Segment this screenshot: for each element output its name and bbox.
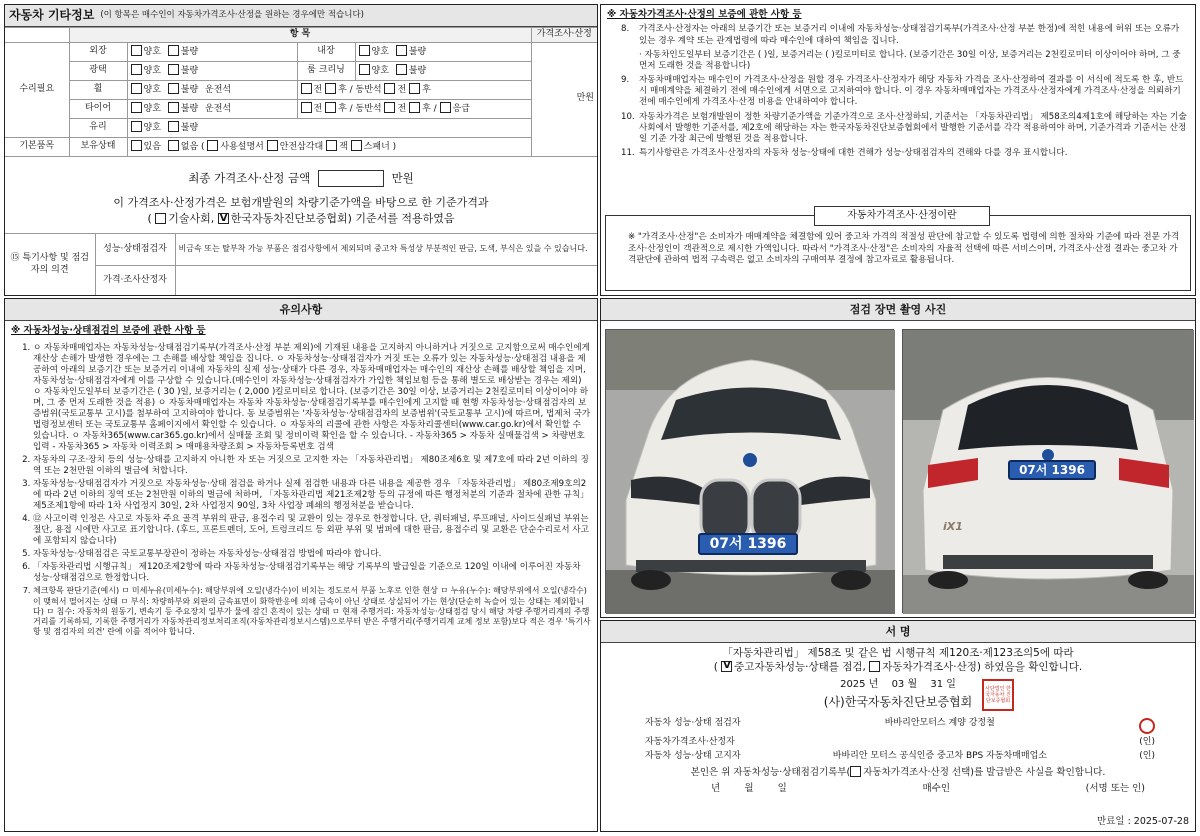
front-label: 전 — [397, 103, 407, 114]
price-guarantee-title: ※ 자동차가격조사·산정의 보증에 관한 사항 등 — [607, 9, 802, 20]
final-price-label: 최종 가격조사·산정 금액 — [188, 171, 311, 185]
notice-item: 2. 자동차의 구조·장치 등의 성능·상태를 고지하지 아니한 자 또는 거짓으로 고지한 자는 「자동차관리법」 제80조제6호 및 제7호에 따라 2년 이하의 징역 또는 2천만원 이하의 벌금에 처합니다. — [33, 455, 591, 477]
pg-item-text: 가격조사·산정자는 아래의 보증기간 또는 보증거리 이내에 자동차성능·상태점검기록부(가격조사·산정 부분 한정)에 적힌 내용에 허위 또는 오류가 있는 경우 계약 또는 관계법령에 따라 매수인에 대하여 책임을 집니다. — [639, 24, 1180, 46]
notice-item: 4. ⑫ 사고이력 인정은 사고로 자동차 주요 골격 부위의 판금, 용접수리 및 교환이 있는 경우로 한정합니다. 단, 쿼터패널, 루프패널, 사이드실패널 부위는 절단, 용접 시에만 사고로 표기합니다. (후드, 프론트펜더, 도어, 트렁크리드 등 외판 부위 및 범퍼에 대한 판금, 용접수리 및 교환은 단순수리로서 사고에 포함되지 않습니다) — [33, 514, 591, 547]
bad-label: 불량 — [180, 84, 199, 95]
appraiser-opinion — [175, 266, 597, 296]
pg-item — [621, 24, 1189, 46]
notices-panel — [4, 298, 598, 832]
driver-label: 운전석 — [205, 84, 232, 95]
rear-license-plate: 07서 1396 — [1008, 460, 1096, 480]
pg-item-text: 자동차매매업자는 매수인이 가격조사·산정을 원할 경우 가격조사·산정자가 해당 자동차 가격을 조사·산정하여 결과를 이 서식에 적도록 한 후, 반드시 매매계약을 체결하기 전에 매수인에게 서면으로 고지하여야 합니다. 이 경우 자동차매매업자는 가격조사·산정자에게 가격조사·산정을 의뢰하기 전에 매수인에게 가격조사·산정 비용을 안내하여야 합니다. — [639, 75, 1184, 108]
wheel-good-checkbox[interactable] — [131, 83, 142, 94]
price-definition-title: 자동차가격조사·산정이란 — [814, 206, 990, 226]
pg-item — [621, 148, 1189, 159]
pg-item-num: 11. — [621, 148, 635, 159]
sign-inspector-label: 자동차 성능·상태 점검자 — [645, 717, 741, 728]
has-label: 있음 — [143, 141, 161, 152]
rear-model-badge: iX1 — [943, 520, 963, 533]
notice-item: 5. 자동차성능·상태점검은 국토교통부장관이 정하는 자동차성능·상태점검 방법에 따라야 합니다. — [33, 549, 591, 560]
good-label: 양호 — [371, 65, 389, 76]
basis-line-1: 이 가격조사·산정가격은 보험개발원의 차량기준가액을 바탕으로 한 기준가격과 — [113, 196, 489, 209]
tire-passenger-front-checkbox[interactable] — [384, 102, 395, 113]
signature-option-b: 자동차가격조사·산정) 하였음을 확인합니다. — [882, 661, 1083, 673]
triangle-checkbox[interactable] — [267, 140, 278, 151]
signature-option-a: 중고자동차성능·상태를 점검, — [734, 661, 866, 673]
signature-legal-line: 「자동차관리법」 제58조 및 같은 법 시행규칙 제120조·제123조의5에 따라 — [722, 647, 1074, 659]
bad-label: 불량 — [180, 122, 199, 133]
pg-item — [621, 112, 1189, 146]
rear-passenger-label: 후 / 동반석 — [338, 84, 382, 95]
wheel-bad-checkbox[interactable] — [168, 83, 179, 94]
bad-label: 불량 — [180, 103, 199, 114]
spanner-checkbox[interactable] — [351, 140, 362, 151]
gloss-bad-checkbox[interactable] — [168, 64, 179, 75]
has-checkbox[interactable] — [131, 140, 142, 151]
bad-label: 불량 — [408, 65, 427, 76]
front-license-plate: 07서 1396 — [698, 533, 798, 555]
jack-checkbox[interactable] — [326, 140, 337, 151]
tire-label: 타이어 — [69, 99, 127, 118]
org-seal-text: 사단법인 한국자동차 진단보증협회 — [985, 686, 1011, 704]
bad-label: 불량 — [180, 65, 199, 76]
tech-society-checkbox[interactable] — [155, 213, 166, 224]
wheel-rear-checkbox[interactable] — [325, 83, 336, 94]
appraiser-label: 가격·조사산정자 — [95, 266, 175, 296]
none-checkbox[interactable] — [168, 140, 179, 151]
exterior-label: 외장 — [69, 42, 127, 61]
other-info-panel: 자동차 기타정보 (이 항목은 매수인이 자동차가격조사·산정을 원하는 경우에만 적습니다) 항 목 가격조사·산정 수리필요 외장 양호 불량 내장 양호 불량 만원 광택 양호 불량 룸 크리닝 양호 불량 휠 양호 불량 운전석 전 후 / 동반석 전 후 타이어 양호 불량 운전석 전 후 / 동반석 전 후 / 응급 유리 양호 불량 기본품목 보유상태 있음 없음 ( 사용설명서 안전삼각대 잭 스패너 ) 최종 가격조사·산정 금액 만원 이 가격조사·산정가격은 보험개발원의 차량기준가액을 바탕으로 한 기준가격과 ( 기술사회, V 한국자동차진단보증협회) 기준서를 적용하였음 ⑮ 특기사항 및 점검자의 의견 성능·상태점검자 비금속 또는 탈부착 가능 부품은 점검사항에서 제외되며 중고차 특성상 부분적인 판금, 도색, 부식은 있을 수 있습니다. 가격·조사산정자 — [4, 4, 598, 296]
pg-item-text: 자동차가격은 보험개발원이 정한 차량기준가액을 기준가격으로 조사·산정하되, 기준서는 「자동차관리법」 제58조의4제1호에 해당하는 자는 기술사회에서 발행한 기준서를, 제2호에 해당하는 자는 한국자동차진단보증협회에서 발행한 기준서를 각각 적용하여야 하며, 기준가격과 기준서는 산정일 기준 가장 최근에 발행된 것을 적용합니다. — [639, 111, 1187, 144]
confirm-appraisal-checkbox[interactable] — [850, 766, 861, 777]
wheel-front-checkbox[interactable] — [301, 83, 312, 94]
good-label: 양호 — [143, 84, 161, 95]
tire-rear-checkbox[interactable] — [325, 102, 336, 113]
org-seal — [982, 679, 1014, 711]
signature-title: 서 명 — [601, 621, 1195, 643]
sign-inspector-name: 바바리안모터스 계양 강정철 — [884, 717, 995, 728]
pg-item-text: · 자동차인도일부터 보증기간은 ( )일, 보증거리는 ( )킬로미터로 합니다. (보증기간은 30일 이상, 보증거리는 2천킬로미터 이상이어야 하며, 그 중 먼저 도래한 것을 적용합니다) — [639, 49, 1181, 71]
front-label: 전 — [313, 103, 323, 114]
sign-day: 31 일 — [930, 679, 956, 690]
pg-item — [621, 75, 1189, 109]
front-car-photo — [605, 329, 894, 613]
tire-passenger-rear-checkbox[interactable] — [409, 102, 420, 113]
sign-month: 03 월 — [891, 679, 918, 690]
price-guarantee-panel — [600, 4, 1196, 296]
sign-notifier-name: 바바리안 모터스 공식인증 중고차 BPS 자동차매매업소 — [832, 751, 1047, 762]
col-price-header: 가격조사·산정 — [531, 28, 597, 43]
notices-title: 유의사항 — [5, 299, 597, 321]
pg-item-num: 9. — [621, 75, 630, 86]
inspection-checkbox[interactable] — [721, 661, 732, 672]
pg-item — [621, 50, 1189, 72]
price-definition-text: ※ "가격조사·산정"은 소비자가 매매계약을 체결함에 있어 중고차 가격의 적절성 판단에 참고할 수 있도록 법령에 의한 절차와 기준에 따라 전문 가격조사·산정인이 객관적으로 제시한 가액입니다. 따라서 "가격조사·산정"은 소비자의 자율적 선택에 따른 서비스이며, 가격조사·산정 결과는 중고차 가격판단에 관하여 법적 구속력은 없고 소비자의 구매여부 결정에 참고자료로 활용됩니다. — [628, 232, 1180, 266]
front-label: 전 — [313, 84, 323, 95]
notifier-seal-mark: (인) — [1139, 751, 1155, 762]
buyer-date-blank: 년 월 일 — [711, 783, 787, 795]
glass-bad-checkbox[interactable] — [168, 121, 179, 132]
good-label: 양호 — [143, 65, 161, 76]
glass-label: 유리 — [69, 118, 127, 137]
final-price-input[interactable] — [318, 170, 384, 187]
good-label: 양호 — [371, 46, 389, 57]
notice-item: 6. 「자동차관리법 시행규칙」 제120조제2항에 따라 자동차성능·상태점검기록부는 해당 기록부의 발급일을 기준으로 120일 이내에 이루어진 자동차 성능·상태점검으로 한정합니다. — [33, 562, 591, 584]
basis-option-b: 한국자동차진단보증협회) 기준서를 적용하였음 — [230, 212, 455, 225]
interior-label: 내장 — [297, 42, 355, 61]
triangle-label: 안전삼각대 — [279, 141, 324, 152]
wheel-passenger-front-checkbox[interactable] — [384, 83, 395, 94]
final-price-unit: 만원 — [391, 171, 414, 185]
good-label: 양호 — [143, 103, 161, 114]
good-label: 양호 — [143, 122, 161, 133]
wheel-passenger-rear-checkbox[interactable] — [409, 83, 420, 94]
repair-label: 수리필요 — [5, 42, 69, 137]
gloss-good-checkbox[interactable] — [131, 64, 142, 75]
front-car-illustration — [606, 330, 895, 614]
interior-good-checkbox[interactable] — [359, 45, 370, 56]
photos-panel — [600, 298, 1196, 618]
pg-item-num: 8. — [621, 24, 630, 35]
room-clean-good-checkbox[interactable] — [359, 64, 370, 75]
pg-item-text: 특기사항란은 가격조사·산정자의 자동차 성능·상태에 대한 견해가 성능·상태점검자의 견해와 다를 경우 표시합니다. — [639, 148, 1068, 159]
room-clean-bad-checkbox[interactable] — [396, 64, 407, 75]
notice-item: 3. 자동차성능·상태점검자가 거짓으로 자동차성능·상태 점검을 하거나 실제 점검한 내용과 다른 내용을 제공한 경우 「자동차관리법」 제80조제9호의2에 따라 2년 이하의 징역 또는 2천만원 이하의 벌금에 처하며, 「자동차관리법 제21조제2항 등의 규정에 따른 행정처분의 기준과 절차에 관한 규칙」 제5조제1항에 따라 1차 사업정지 30일, 2차 사업정지 90일, 3차 사업장 폐쇄의 행정처분을 받습니다. — [33, 479, 591, 512]
signature-org: (사)한국자동차진단보증협회 — [823, 695, 973, 709]
col-item-header: 항 목 — [69, 28, 531, 43]
jack-label: 잭 — [339, 141, 348, 152]
notices-subtitle: ※ 자동차성능·상태점검의 보증에 관한 사항 등 — [11, 325, 206, 336]
spanner-label: 스패너 — [363, 141, 390, 152]
bad-label: 불량 — [408, 46, 427, 57]
pg-item-num: 10. — [621, 111, 635, 122]
buyer-sign: (서명 또는 인) — [1085, 783, 1145, 795]
driver-label: 운전석 — [205, 103, 232, 114]
tire-emergency-checkbox[interactable] — [440, 102, 451, 113]
rear-car-photo — [902, 329, 1193, 613]
interior-bad-checkbox[interactable] — [396, 45, 407, 56]
sign-notifier-label: 자동차 성능·상태 고지자 — [645, 751, 741, 762]
price-definition-box — [605, 210, 1191, 291]
signature-panel: 서 명 「자동차관리법」 제58조 및 같은 법 시행규칙 제120조·제123조의5에 따라 ( V중고자동차성능·상태를 점검, 자동차가격조사·산정) 하였음을 확인합니다. 2025 년 03 월 31 일 (사)한국자동차진단보증협회 사단법인 한국자동차 진단보증협회 자동차 성능·상태 점검자 바바리안모터스 계양 강정철 자동차가격조사·산정자 (인) 자동차 성능·상태 고지자 바바리안 모터스 공식인증 중고차 BPS 자동차매매업소 (인) 본인은 위 자동차성능·상태점검기록부( 자동차가격조사·산정 선택)를 발급받은 사실을 확인합니다. 년 월 일 매수인 (서명 또는 인) 만료일 : 2025-07-28 — [600, 620, 1196, 832]
glass-good-checkbox[interactable] — [131, 121, 142, 132]
tire-bad-checkbox[interactable] — [168, 102, 179, 113]
exterior-bad-checkbox[interactable] — [168, 45, 179, 56]
manual-checkbox[interactable] — [207, 140, 218, 151]
other-info-note: (이 항목은 매수인이 자동차가격조사·산정을 원하는 경우에만 적습니다) — [100, 9, 364, 20]
other-info-title: 자동차 기타정보 — [9, 7, 95, 22]
tire-good-checkbox[interactable] — [131, 102, 142, 113]
expiry-date: 만료일 : 2025-07-28 — [1097, 815, 1189, 827]
front-label: 전 — [397, 84, 407, 95]
price-unit: 만원 — [531, 42, 597, 156]
confirm-text-a: 본인은 위 자동차성능·상태점검기록부( — [690, 766, 851, 778]
wheel-label: 휠 — [69, 80, 127, 99]
good-label: 양호 — [143, 46, 161, 57]
sign-year: 2025 년 — [840, 679, 879, 690]
inspector-label: 성능·상태점검자 — [95, 234, 175, 266]
sign-appraiser-label: 자동차가격조사·산정자 — [645, 736, 735, 747]
appraiser-seal-mark: (인) — [1139, 736, 1155, 747]
rear-passenger-label: 후 / 동반석 — [338, 103, 382, 114]
manual-label: 사용설명서 — [220, 141, 264, 152]
none-label: 없음 — [180, 141, 199, 152]
possession-label: 보유상태 — [69, 137, 127, 156]
gloss-label: 광택 — [69, 61, 127, 80]
notice-item: 1. ㅇ 자동차매매업자는 자동차성능·상태점검기록부(가격조사·산정 부분 제외)에 기재된 내용을 고지하지 아니하거나 거짓으로 고지함으로써 매수인에게 재산상 손해가 발생한 경우에는 그 손해를 배상할 책임을 집니다. ㅇ 자동차성능·상태점검자가 거짓 또는 오류가 있는 자동차성능·상태점검 내용을 제공하여 아래의 보증기간 또는 보증거리 이내에 자동차의 실제 성능·상태가 다른 경우, 자동차매매업자는 매수인의 재산상 손해를 배상할 책임을 지며, 자동차성능·상태점검자에게 이를 구상할 수 있습니다.(매수인이 자동차성능·상태점검자가 가입한 책임보험 등을 통해 별도로 배상받는 경우는 제외) ㅇ 자동차인도일부터 보증기간은 ( 30 )일, 보증거리는 ( 2,000 )킬로미터로 합니다. (보증기간은 30일 이상, 보증거리는 2천킬로미터 이상이어야 하며, 그 중 먼저 도래한 것을 적용) ㅇ 자동차매매업자는 자동차 자동차성능·상태점검기록부를 매수인에게 고지할 때 현행 자동차성능·상태점검자의 보증범위(국토교통부 고시)를 첨부하여 고지하여야 합니다. 동 보증범위는 '자동차성능·상태점검자의 보증범위'(국토교통부 고시)에 따르며, 법제처 국가법령정보센터 또는 국토교통부 홈페이지에서 확인할 수 있습니다. ㅇ 자동차의 리콜에 관한 사항은 자동차리콜센터(www.car.go.kr)에서 확인할 수 있습니다. ㅇ 자동차365(www.car365.go.kr)에서 실매물 조회 및 정비이력 확인을 할 수 있습니다. - 자동차365 > 자동차 실매물검색 > 차량번호 입력 - 자동차365 > 자동차 이력조회 > 매매용차량조회 > 자동차등록번호 검색 — [33, 343, 591, 453]
kada-checkbox[interactable] — [218, 213, 229, 224]
rear-label: 후 — [422, 84, 431, 95]
photos-title: 점검 장면 촬영 사진 — [601, 299, 1195, 321]
buyer-label: 매수인 — [922, 783, 951, 795]
appraisal-checkbox[interactable] — [869, 661, 880, 672]
special-label: ⑮ 특기사항 및 점검자의 의견 — [5, 234, 95, 296]
exterior-good-checkbox[interactable] — [131, 45, 142, 56]
basis-option-a: 기술사회, — [168, 212, 215, 225]
notice-item: 7. 체크항목 판단기준(예시) ㅁ 미세누유(미세누수): 해당부위에 오일(냉각수)이 비치는 정도로서 부품 노후로 인한 현상 ㅁ 누유(누수): 해당부위에서 오일(냉각수)이 맺혀서 떨어지는 상태 ㅁ 부식: 차량하부와 외판의 금속표면이 화학반응에 의해 금속이 아닌 상태로 상실되어 가는 현상(단순히 녹슬어 있는 상태는 제외합니다) ㅁ 침수: 자동차의 원동기, 변속기 등 주요장치 일부가 물에 잠긴 흔적이 있는 상태 ㅁ 현재 주행거리: 자동차성능·상태점검 당시 해당 차량 주행거리계의 주행거리를 기록하되, 기록한 주행거리가 자동차관리정보처리조직(자동차관리정보시스템)으로부터 받은 주행거리(주행거리계 교체 정보 포함)보다 적은 경우 '특기사항 및 점검자의 의견' 란에 이를 적어야 합니다. — [33, 586, 591, 637]
confirm-text-b: 자동차가격조사·산정 선택)를 발급받은 사실을 확인합니다. — [863, 766, 1106, 778]
tire-front-checkbox[interactable] — [301, 102, 312, 113]
room-clean-label: 룸 크리닝 — [297, 61, 355, 80]
rear-label: 후 — [422, 103, 431, 114]
bad-label: 불량 — [180, 46, 199, 57]
emergency-label: 응급 — [452, 103, 470, 114]
basic-label: 기본품목 — [5, 137, 69, 156]
inspector-seal-icon — [1139, 718, 1155, 734]
inspector-opinion: 비금속 또는 탈부착 가능 부품은 점검사항에서 제외되며 중고차 특성상 부분적인 판금, 도색, 부식은 있을 수 있습니다. — [175, 234, 597, 266]
